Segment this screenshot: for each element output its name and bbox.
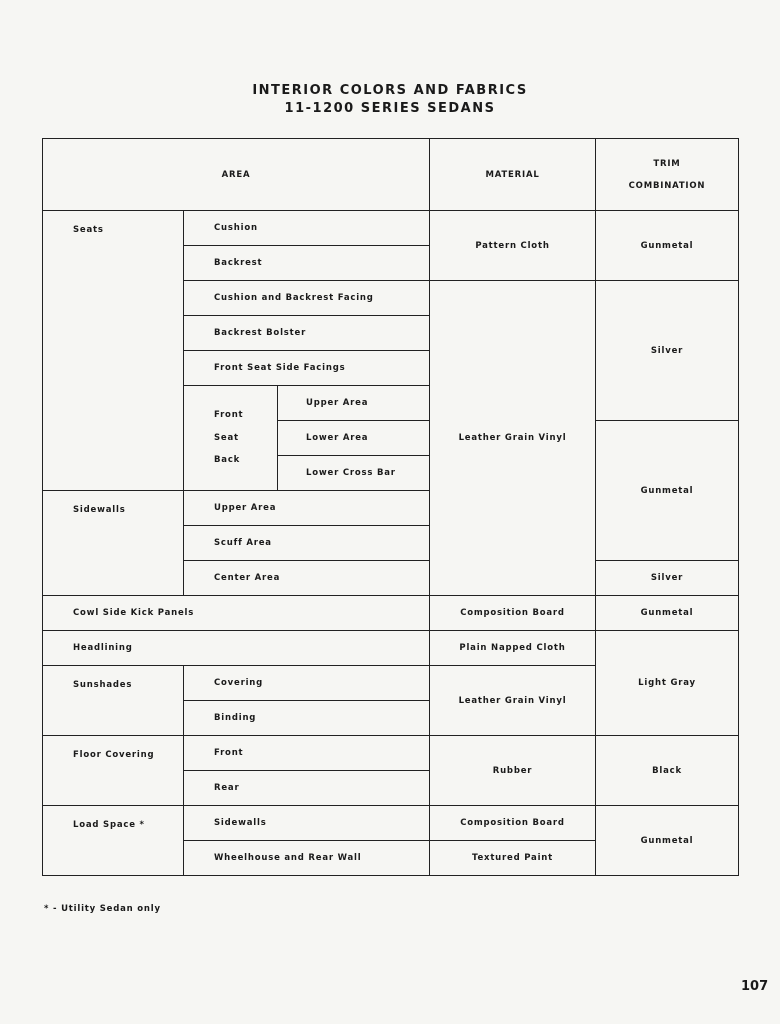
area-cowl: Cowl Side Kick Panels xyxy=(43,596,430,631)
material-rubber: Rubber xyxy=(430,736,596,806)
area-seats: Seats xyxy=(43,211,184,491)
material-composition-board: Composition Board xyxy=(430,806,596,841)
table-row xyxy=(43,631,739,666)
footnote: * - Utility Sedan only xyxy=(44,904,161,914)
material-plain-napped-cloth: Plain Napped Cloth xyxy=(430,631,596,666)
header-trim-line2: COMBINATION xyxy=(628,180,706,191)
page-title: INTERIOR COLORS AND FABRICS xyxy=(252,83,528,98)
area-sunshades: Sunshades xyxy=(43,666,184,736)
sub-cushion-backrest-facing: Cushion and Backrest Facing xyxy=(184,281,430,316)
sub-front: Front xyxy=(184,736,430,771)
sub-backrest: Backrest xyxy=(184,246,430,281)
header-material: MATERIAL xyxy=(430,139,596,211)
area-sidewalls: Sidewalls xyxy=(43,491,184,596)
material-textured-paint: Textured Paint xyxy=(430,841,596,876)
material-composition-board: Composition Board xyxy=(430,596,596,631)
area-headlining: Headlining xyxy=(43,631,430,666)
page-subtitle: 11-1200 SERIES SEDANS xyxy=(284,101,496,116)
header-area: AREA xyxy=(43,139,430,211)
sub-sidewalls: Sidewalls xyxy=(184,806,430,841)
trim-black: Black xyxy=(596,736,739,806)
front-label: Front xyxy=(214,410,244,421)
trim-gunmetal: Gunmetal xyxy=(596,421,739,561)
header-trim-line1: TRIM xyxy=(653,158,681,169)
sub-center-area: Center Area xyxy=(184,561,430,596)
seat-label: Seat xyxy=(214,432,239,443)
sub-front-seat-side-facings: Front Seat Side Facings xyxy=(184,351,430,386)
area-load-space: Load Space * xyxy=(43,806,184,876)
fsb-lower-cross-bar: Lower Cross Bar xyxy=(278,456,430,491)
sub-covering: Covering xyxy=(184,666,430,701)
fsb-upper-area: Upper Area xyxy=(278,386,430,421)
trim-gunmetal: Gunmetal xyxy=(596,211,739,281)
colors-fabrics-table xyxy=(42,138,739,876)
sub-binding: Binding xyxy=(184,701,430,736)
header-trim xyxy=(596,139,739,211)
sub-upper-area: Upper Area xyxy=(184,491,430,526)
sub-scuff-area: Scuff Area xyxy=(184,526,430,561)
sub-wheelhouse: Wheelhouse and Rear Wall xyxy=(184,841,430,876)
back-label: Back xyxy=(214,455,241,466)
table-row xyxy=(43,211,739,246)
table-row xyxy=(43,596,739,631)
page-number: 107 xyxy=(741,979,769,994)
table-row xyxy=(43,806,739,841)
trim-silver: Silver xyxy=(596,281,739,421)
sub-cushion: Cushion xyxy=(184,211,430,246)
area-floor-covering: Floor Covering xyxy=(43,736,184,806)
table-header xyxy=(43,139,739,211)
trim-light-gray: Light Gray xyxy=(596,631,739,736)
sub-backrest-bolster: Backrest Bolster xyxy=(184,316,430,351)
trim-gunmetal: Gunmetal xyxy=(596,806,739,876)
trim-silver: Silver xyxy=(596,561,739,596)
material-leather-grain-vinyl: Leather Grain Vinyl xyxy=(430,281,596,596)
trim-gunmetal: Gunmetal xyxy=(596,596,739,631)
material-leather-grain-vinyl: Leather Grain Vinyl xyxy=(430,666,596,736)
material-pattern-cloth: Pattern Cloth xyxy=(430,211,596,281)
table-row xyxy=(43,736,739,771)
sub-rear: Rear xyxy=(184,771,430,806)
sub-front-seat-back xyxy=(184,386,278,491)
fsb-lower-area: Lower Area xyxy=(278,421,430,456)
